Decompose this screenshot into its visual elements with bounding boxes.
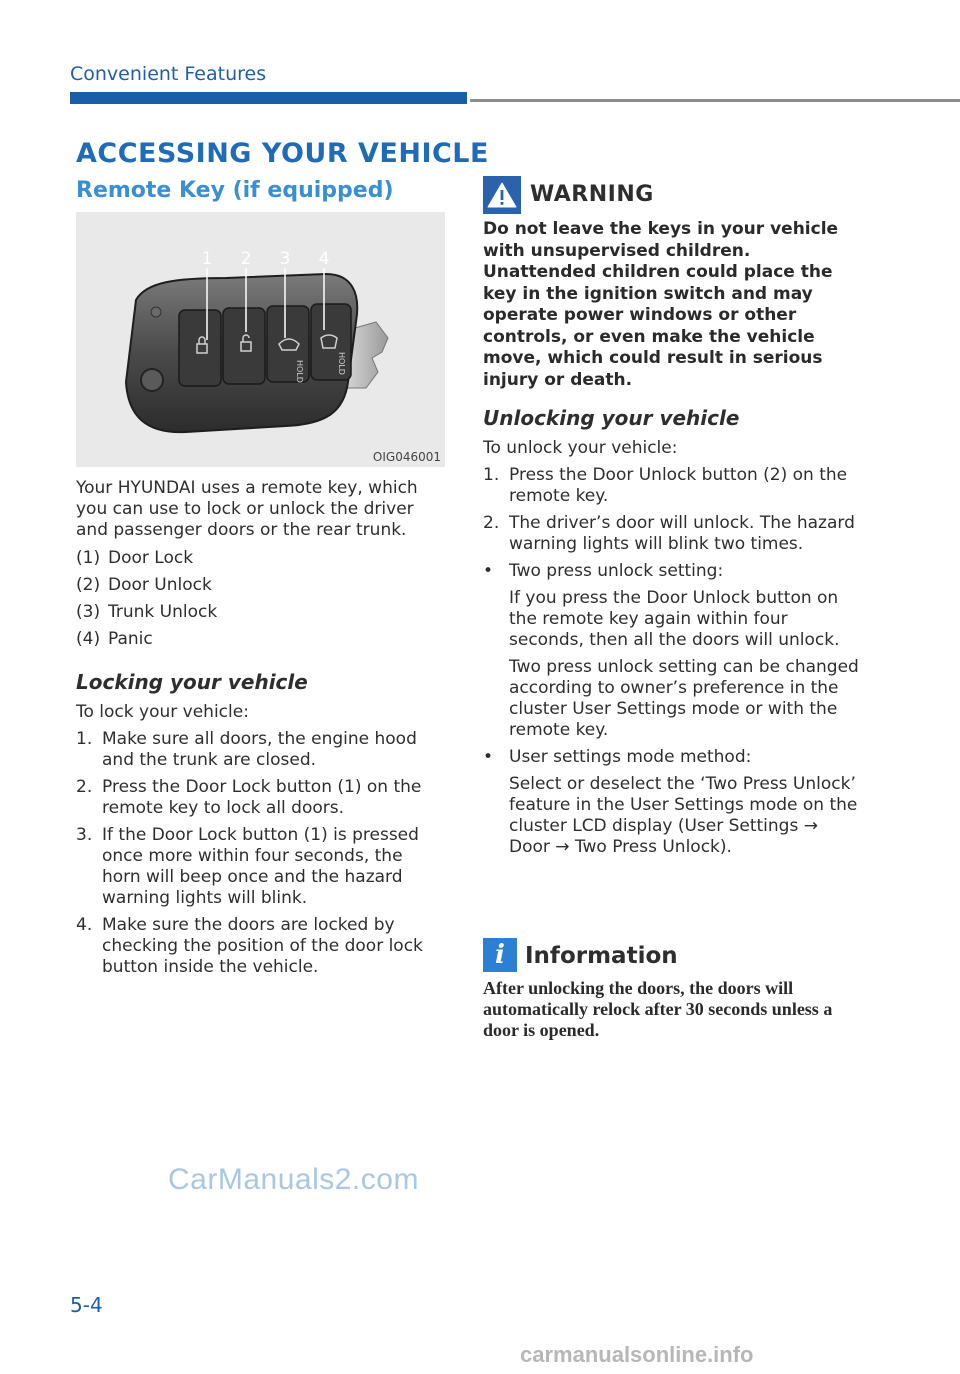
key-ring-hole [151, 307, 161, 317]
unlocking-lead: To unlock your vehicle: [483, 438, 678, 458]
footer-site-text: carmanualsonline.info [520, 1342, 754, 1367]
button-panel [179, 304, 351, 386]
part-item: (2) Door Unlock [76, 575, 212, 595]
locking-lead: To lock your vehicle: [76, 702, 249, 722]
locking-step: 2. Press the Door Lock button (1) on the remote key to lock all doors. [76, 777, 422, 818]
page-number: 5-4 [70, 1293, 103, 1317]
unlocking-step: 2. The driver’s door will unlock. The hazard warning lights will blink two times. [483, 513, 855, 554]
header-bar-gray [470, 99, 960, 102]
figure-code: OIG046001 [372, 450, 441, 464]
section-title: ACCESSING YOUR VEHICLE [76, 138, 489, 169]
bullet-item: • User settings mode method: [483, 747, 752, 767]
remote-key-figure [76, 212, 445, 467]
key-release-button [141, 369, 163, 391]
part-item: (1) Door Lock [76, 548, 194, 568]
locking-step: 3. If the Door Lock button (1) is pressed once more within four seconds, the horn will beep once and the hazard warning lights will blink. [76, 825, 419, 908]
unlocking-section [483, 406, 863, 864]
callout-1: 1 [201, 249, 213, 269]
part-item: (4) Panic [76, 629, 153, 649]
remote-key-illustration [76, 212, 445, 467]
unlocking-step: 1. Press the Door Unlock button (2) on the remote key. [483, 465, 848, 506]
part-item: (3) Trunk Unlock [76, 602, 218, 622]
header-bar-blue [70, 92, 467, 104]
info-icon: i [483, 938, 517, 972]
callout-3: 3 [279, 249, 291, 269]
locking-step: 4. Make sure the doors are locked by checking the position of the door lock button inside the vehicle. [76, 915, 423, 977]
callout-2: 2 [240, 249, 252, 269]
intro-paragraph: Your HYUNDAI uses a remote key, which you can use to lock or unlock the driver and passenger doors or the rear trunk. [76, 478, 418, 540]
bullet-paragraph: Select or deselect the ‘Two Press Unlock’ feature in the User Settings mode on the cluster LCD display (User Settings → Door → Two Press Unlock). [509, 774, 858, 857]
left-column [76, 478, 446, 984]
button-hold-mark-3: HOLD [295, 360, 304, 383]
information-text: After unlocking the doors, the doors will automatically relock after 30 seconds unless a door is opened. [483, 978, 833, 1040]
header-title: Convenient Features [70, 63, 267, 85]
locking-step: 1. Make sure all doors, the engine hood and the trunk are closed. [76, 729, 417, 770]
watermark-text: CarManuals2.com [168, 1163, 419, 1196]
warning-text: Do not leave the keys in your vehicle with unsupervised children. Unattended children could place the key in the ignition switch and may operate power windows or other controls, or even make the vehicle move, which could result in serious injury or death. [483, 219, 839, 390]
bullet-item: • Two press unlock setting: [483, 561, 724, 581]
warning-label: WARNING [530, 182, 654, 207]
information-label: Information [525, 943, 678, 969]
unlocking-heading: Unlocking your vehicle [483, 406, 740, 430]
bullet-paragraph: If you press the Door Unlock button on the remote key again within four seconds, then all the doors will unlock. [509, 588, 840, 650]
warning-triangle-icon [483, 176, 521, 214]
bullet-paragraph: Two press unlock setting can be changed according to owner’s preference in the cluster User Settings mode or with the remote key. [509, 657, 859, 740]
locking-heading: Locking your vehicle [76, 670, 308, 694]
callout-4: 4 [318, 249, 330, 269]
button-hold-mark-4: HOLD [337, 352, 346, 375]
subsection-title: Remote Key (if equipped) [76, 178, 394, 203]
